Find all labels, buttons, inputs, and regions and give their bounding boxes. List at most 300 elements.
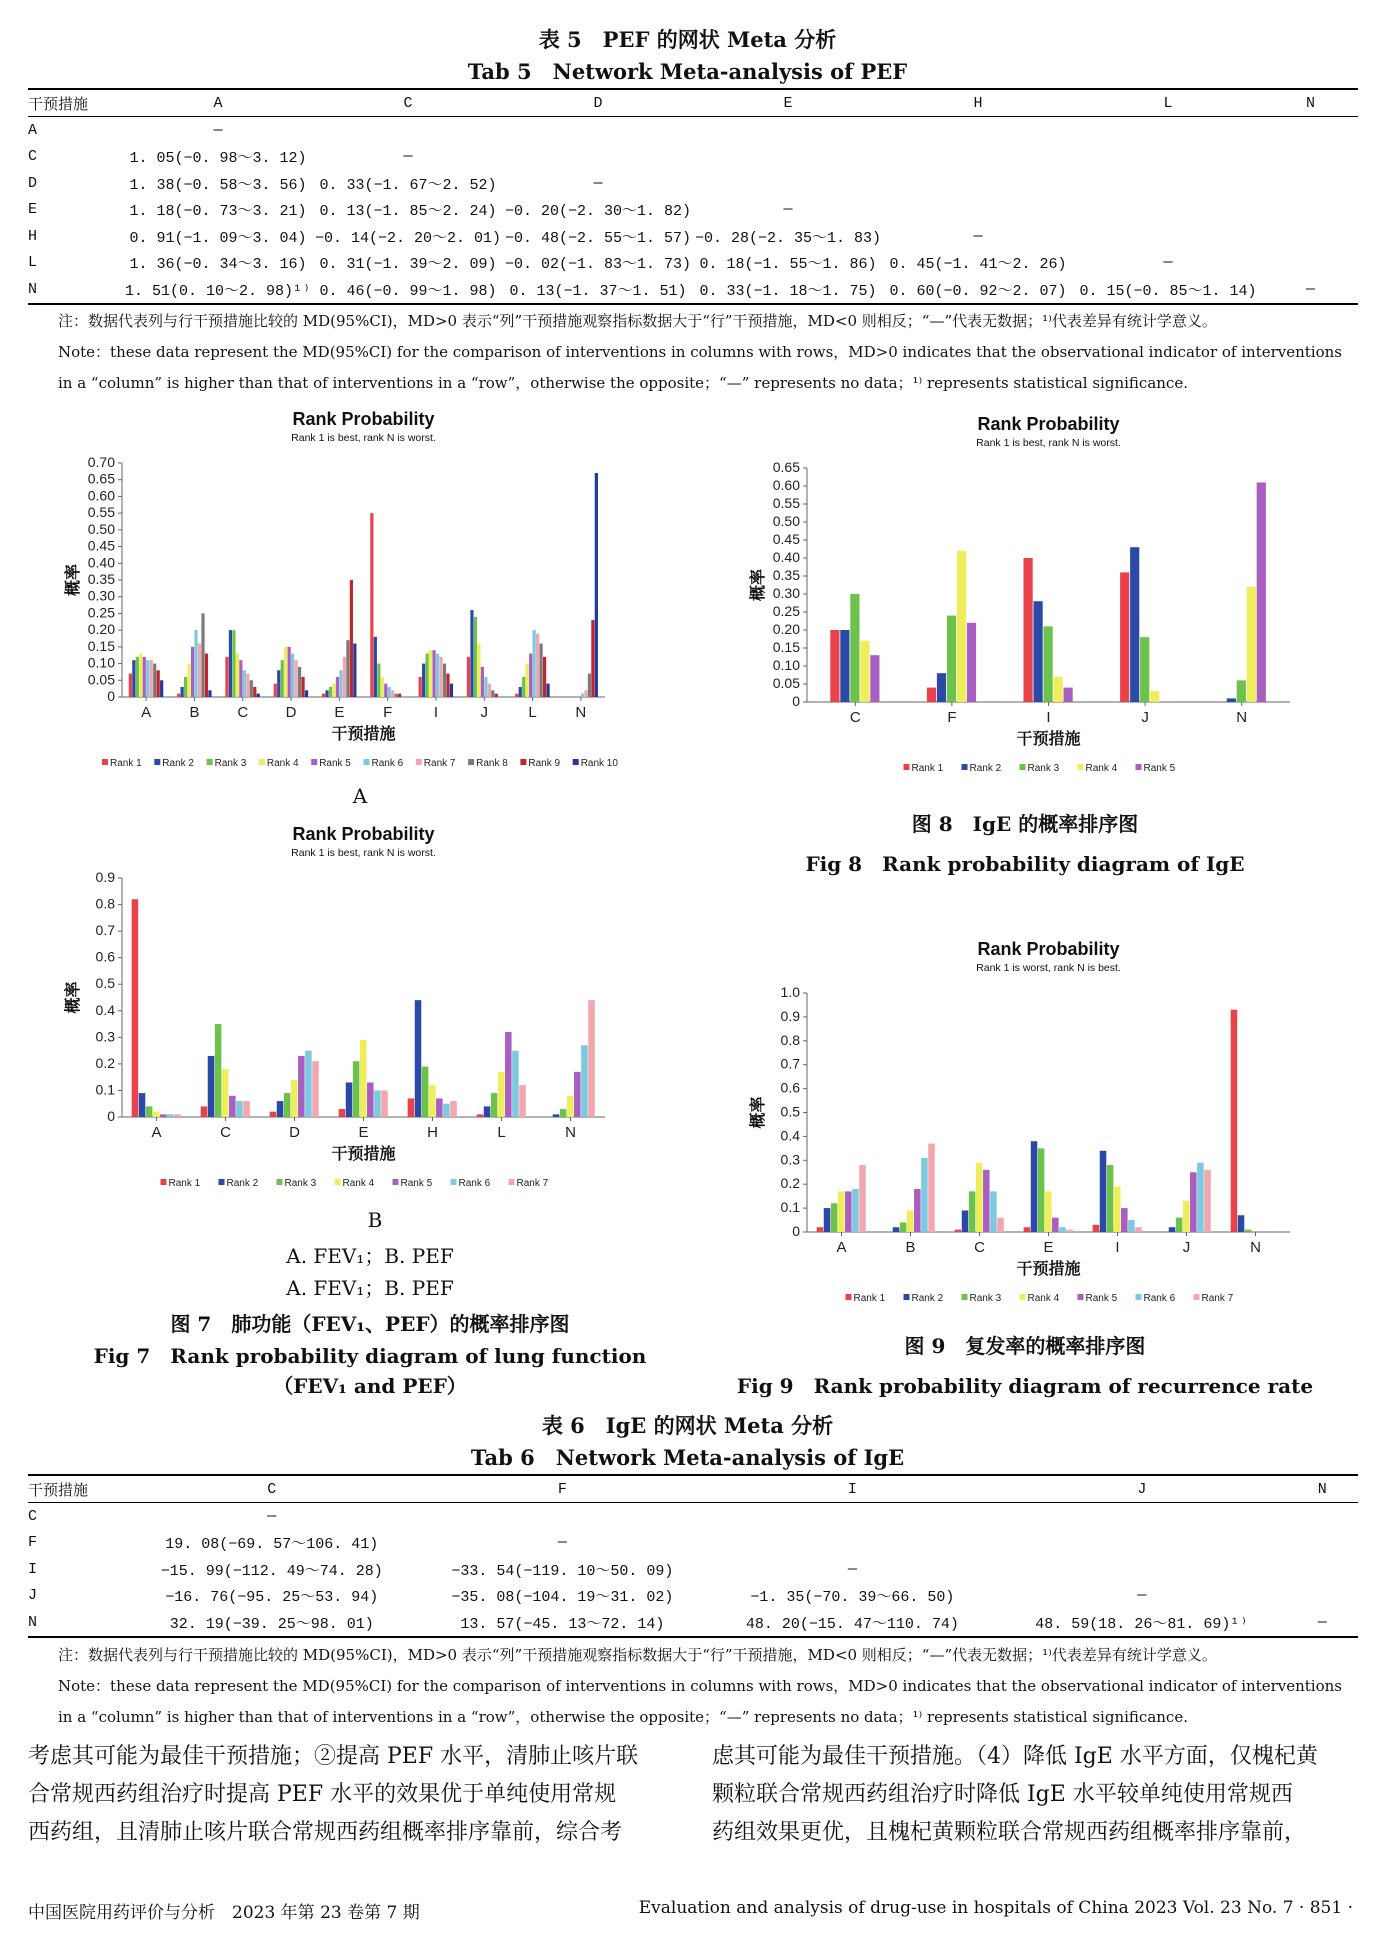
- y-tick-label: 0.6: [780, 1079, 800, 1096]
- y-tick-label: 0.30: [772, 585, 800, 601]
- bar-I-rank-10: [450, 684, 453, 697]
- bar-N-rank-5: [574, 1072, 581, 1117]
- x-tick-label: I: [1115, 1239, 1120, 1256]
- table-cell: 19. 08(−69. 57～106. 41): [165, 1536, 379, 1554]
- legend-swatch: [154, 759, 160, 765]
- table-cell: −0. 14(−2. 20～2. 01): [314, 229, 502, 247]
- legend-swatch: [846, 1294, 852, 1300]
- table-row: [28, 170, 1358, 197]
- y-tick-label: 0.10: [772, 657, 800, 673]
- legend-entry: Rank 1: [853, 1293, 886, 1304]
- bar-L-rank-5: [529, 654, 532, 697]
- table-cell: [1073, 197, 1263, 224]
- legend-entry: Rank 7: [516, 1178, 549, 1189]
- bar-I-rank-7: [1135, 1227, 1142, 1232]
- fig9-caption-en: Fig 9 Rank probability diagram of recurrence rate: [736, 1374, 1314, 1398]
- tab6-table: [28, 1474, 1358, 1638]
- table-cell: 0. 33(−1. 18～1. 75): [693, 276, 883, 304]
- bar-H-rank-2: [415, 1000, 422, 1117]
- bar-L-rank-5: [505, 1032, 512, 1117]
- bar-D-rank-3: [281, 660, 284, 697]
- legend-swatch: [364, 759, 370, 765]
- table-row: [28, 250, 1358, 277]
- bar-E-rank-6: [374, 1090, 381, 1117]
- bar-A-rank-3: [136, 657, 139, 697]
- bar-J-rank-6: [1197, 1163, 1204, 1232]
- bar-N-rank-8: [588, 674, 591, 697]
- table-cell: 0. 13(−1. 37～1. 51): [503, 276, 693, 304]
- x-tick-label: N: [1236, 709, 1248, 726]
- table-cell: −0. 28(−2. 35～1. 83): [694, 229, 882, 247]
- bar-F-rank-6: [388, 687, 391, 697]
- header-intervention: 干预措施: [28, 89, 123, 117]
- legend-entry: Rank 6: [1143, 1293, 1176, 1304]
- legend-entry: Rank 1: [911, 763, 944, 774]
- bar-B-rank-10: [208, 690, 211, 697]
- table-cell: —: [267, 1507, 277, 1525]
- y-tick-label: 1.0: [780, 984, 800, 1000]
- bar-D-rank-1: [274, 684, 277, 697]
- y-tick-label: 0.8: [780, 1031, 800, 1048]
- bar-C-rank-4: [236, 654, 239, 697]
- table-cell: —: [1137, 1587, 1147, 1605]
- bar-I-rank-9: [446, 674, 449, 697]
- fig7-subcaption-1: A. FEV₁；B. PEF: [286, 1244, 454, 1268]
- bar-A-rank-10: [160, 680, 163, 697]
- bar-D-rank-4: [284, 647, 287, 697]
- chart-title: Rank Probability: [977, 414, 1120, 434]
- table-cell: [1073, 170, 1263, 197]
- y-tick-label: 0.45: [772, 531, 800, 547]
- x-tick-label: H: [427, 1124, 438, 1141]
- y-tick-label: 0.05: [87, 671, 115, 688]
- bar-I-rank-3: [1044, 626, 1053, 702]
- bar-F-rank-7: [391, 690, 394, 697]
- bar-A-rank-8: [153, 664, 156, 697]
- bar-I-rank-3: [426, 654, 429, 697]
- table-row: [28, 1530, 1358, 1557]
- bar-D-rank-7: [312, 1061, 319, 1117]
- bar-A-rank-6: [167, 1114, 174, 1117]
- legend-entry: Rank 5: [400, 1178, 433, 1189]
- table-cell: [708, 1530, 997, 1557]
- legend-entry: Rank 9: [528, 758, 561, 769]
- row-label: N: [28, 1609, 127, 1637]
- bar-I-rank-4: [1054, 677, 1063, 702]
- table-row: [28, 276, 1358, 304]
- bar-C-rank-3: [232, 630, 235, 697]
- body-left-line: 西药组，且清肺止咳片联合常规西药组概率排序靠前，综合考: [28, 1820, 623, 1845]
- bar-N-rank-3: [1245, 1230, 1252, 1232]
- bar-A-rank-1: [817, 1227, 824, 1232]
- bar-E-rank-5: [367, 1082, 374, 1117]
- bar-C-rank-6: [990, 1191, 997, 1232]
- bar-A-rank-4: [153, 1112, 160, 1117]
- table-cell: 1. 05(−0. 98～3. 12): [129, 150, 307, 168]
- table-cell: [997, 1556, 1286, 1583]
- table-cell: [693, 117, 883, 144]
- bar-J-rank-2: [1130, 547, 1139, 702]
- bar-E-rank-9: [350, 580, 353, 697]
- legend-entry: Rank 6: [371, 758, 404, 769]
- row-label: E: [28, 201, 38, 219]
- legend-swatch: [1078, 1294, 1084, 1300]
- bar-F-rank-1: [370, 513, 373, 697]
- bar-N-rank-9: [591, 620, 594, 697]
- row-label: J: [28, 1587, 38, 1605]
- bar-L-rank-3: [491, 1093, 498, 1117]
- table-cell: 48. 20(−15. 47～110. 74): [708, 1609, 997, 1637]
- bar-L-rank-8: [540, 644, 543, 697]
- tab5-title-en: Tab 5 Network Meta-analysis of PEF: [467, 59, 908, 84]
- bar-N-rank-2: [1227, 698, 1236, 702]
- y-tick-label: 0.6: [95, 948, 115, 965]
- header-C: C: [127, 1475, 418, 1503]
- bar-N-rank-10: [595, 473, 598, 697]
- bar-I-rank-5: [1064, 688, 1073, 702]
- bar-N-rank-4: [567, 1096, 574, 1117]
- bar-J-rank-4: [1150, 691, 1159, 702]
- bar-A-rank-2: [139, 1093, 146, 1117]
- x-tick-label: E: [334, 704, 345, 721]
- y-tick-label: 0.25: [772, 603, 800, 619]
- bar-C-rank-4: [222, 1069, 229, 1117]
- bar-B-rank-3: [900, 1222, 907, 1232]
- legend-entry: Rank 1: [168, 1178, 201, 1189]
- table-row: [28, 1609, 1358, 1637]
- table-cell: [997, 1503, 1286, 1530]
- bar-N-rank-6: [581, 1045, 588, 1117]
- y-tick-label: 0.70: [87, 454, 115, 470]
- x-tick-label: J: [1182, 1239, 1191, 1256]
- table-cell: [708, 1503, 997, 1530]
- bar-A-rank-3: [146, 1106, 153, 1117]
- table-cell: [883, 170, 1073, 197]
- bar-E-rank-7: [343, 657, 346, 697]
- tab6-note: [28, 1640, 1358, 1733]
- y-tick-label: 0.9: [95, 869, 115, 885]
- bar-I-rank-6: [436, 654, 439, 697]
- bar-C-rank-5: [239, 660, 242, 697]
- tab5-note-cn: 注：数据代表列与行干预措施比较的 MD(95%CI)，MD>0 表示“列”干预措施观察指标数据大于“行”干预措施，MD<0 则相反；“—”代表无数据；¹⁾代表差异有统计学意义。: [58, 312, 1217, 330]
- chart-subtitle: Rank 1 is best, rank N is worst.: [291, 432, 436, 444]
- legend-swatch: [102, 759, 108, 765]
- bar-C-rank-1: [830, 630, 839, 702]
- table-cell: [883, 117, 1073, 144]
- table-row: [28, 144, 1358, 171]
- bar-J-rank-7: [488, 684, 491, 697]
- fig7a-chart: [60, 405, 620, 785]
- legend-swatch: [509, 1179, 515, 1185]
- x-tick-label: N: [575, 704, 587, 721]
- x-tick-label: E: [358, 1124, 369, 1141]
- bar-E-rank-5: [1052, 1218, 1059, 1232]
- table-cell: —: [1263, 276, 1358, 304]
- bar-E-rank-1: [322, 694, 325, 697]
- header-J: J: [997, 1475, 1286, 1503]
- bar-I-rank-2: [1100, 1151, 1107, 1232]
- table-cell: 1. 36(−0. 34～3. 16): [129, 256, 307, 274]
- bar-B-rank-6: [921, 1158, 928, 1232]
- bar-B-rank-1: [177, 694, 180, 697]
- legend-swatch: [962, 764, 968, 770]
- y-tick-label: 0.9: [780, 1007, 800, 1024]
- bar-C-rank-6: [236, 1101, 243, 1117]
- table-cell: —: [973, 227, 983, 245]
- header-E: E: [693, 89, 883, 117]
- y-tick-label: 0.50: [87, 520, 115, 537]
- bar-N-rank-4: [1247, 587, 1256, 702]
- table-cell: [503, 144, 693, 171]
- y-tick-label: 0.40: [772, 549, 800, 565]
- bar-A-rank-1: [129, 674, 132, 697]
- bar-J-rank-4: [477, 644, 480, 697]
- footer-journal-cn: 中国医院用药评价与分析 2023 年第 23 卷第 7 期: [28, 1903, 420, 1923]
- table-cell: —: [847, 1560, 857, 1578]
- bar-I-rank-3: [1107, 1165, 1114, 1232]
- body-right-line: 药组效果更优，且槐杞黄颗粒联合常规西药组概率排序靠前，: [712, 1820, 1307, 1845]
- bar-J-rank-5: [481, 667, 484, 697]
- legend-swatch: [904, 764, 910, 770]
- bar-N-rank-3: [1237, 680, 1246, 702]
- table-cell: [1287, 1530, 1358, 1557]
- chart-subtitle: Rank 1 is best, rank N is worst.: [291, 847, 436, 859]
- chart-title: Rank Probability: [977, 939, 1120, 959]
- legend-entry: Rank 2: [911, 1293, 944, 1304]
- bar-B-rank-5: [914, 1189, 921, 1232]
- bar-C-rank-6: [243, 670, 246, 697]
- y-tick-label: 0.20: [772, 621, 800, 637]
- table-cell: [1263, 223, 1358, 250]
- x-tick-label: A: [836, 1239, 847, 1256]
- x-tick-label: I: [433, 704, 439, 721]
- bar-C-rank-4: [976, 1163, 983, 1232]
- bar-D-rank-5: [288, 647, 291, 697]
- row-label: F: [28, 1534, 38, 1552]
- table-cell: —: [593, 174, 603, 192]
- bar-A-rank-2: [132, 660, 135, 697]
- bar-C-rank-9: [253, 687, 256, 697]
- bar-C-rank-3: [969, 1191, 976, 1232]
- bar-B-rank-4: [907, 1210, 914, 1232]
- body-right-line: 颗粒联合常规西药组治疗时降低 IgE 水平较单纯使用常规西: [712, 1782, 1293, 1807]
- table-cell: 1. 51(0. 10～2. 98)¹⁾: [123, 276, 313, 304]
- legend: [161, 1178, 549, 1189]
- legend-swatch: [1020, 764, 1026, 770]
- header-intervention: 干预措施: [28, 1475, 127, 1503]
- bar-B-rank-4: [187, 664, 190, 697]
- fig7-subcaption-2: A. FEV₁；B. PEF: [286, 1276, 454, 1300]
- legend-entry: Rank 1: [110, 758, 142, 769]
- bar-F-rank-3: [947, 616, 956, 702]
- row-label: N: [28, 276, 123, 304]
- legend-entry: Rank 2: [162, 758, 194, 769]
- table-cell: −15. 99(−112. 49～74. 28): [160, 1562, 383, 1580]
- bar-N-rank-7: [588, 1000, 595, 1117]
- y-tick-label: 0.7: [780, 1055, 800, 1072]
- bar-L-rank-2: [519, 687, 522, 697]
- bar-B-rank-8: [201, 613, 204, 697]
- y-tick-label: 0: [107, 1108, 115, 1124]
- bar-J-rank-5: [1190, 1172, 1197, 1232]
- x-tick-label: N: [565, 1124, 576, 1141]
- y-tick-label: 0.4: [780, 1127, 800, 1144]
- x-tick-label: C: [237, 704, 249, 721]
- bar-A-rank-5: [160, 1114, 167, 1117]
- bar-I-rank-6: [1128, 1220, 1135, 1232]
- bar-A-rank-4: [838, 1191, 845, 1232]
- tab6-title-cn: 表 6 IgE 的网状 Meta 分析: [541, 1413, 834, 1438]
- table-cell: [1073, 223, 1263, 250]
- row-label: I: [28, 1560, 38, 1578]
- table-row: [28, 1556, 1358, 1583]
- bar-A-rank-6: [146, 660, 149, 697]
- bar-J-rank-2: [1169, 1227, 1176, 1232]
- y-tick-label: 0: [107, 688, 115, 704]
- bar-D-rank-10: [305, 690, 308, 697]
- x-tick-label: B: [189, 704, 200, 721]
- legend-swatch: [468, 759, 474, 765]
- table-cell: [693, 170, 883, 197]
- bar-I-rank-8: [443, 664, 446, 697]
- table-cell: [883, 144, 1073, 171]
- y-axis-label: 概率: [65, 563, 82, 597]
- bar-J-rank-6: [484, 677, 487, 697]
- bar-C-rank-5: [870, 655, 879, 702]
- legend-entry: Rank 5: [1085, 1293, 1118, 1304]
- bar-A-rank-3: [831, 1203, 838, 1232]
- bar-N-rank-6: [581, 694, 584, 697]
- bar-C-rank-5: [983, 1170, 990, 1232]
- bar-J-rank-8: [491, 690, 494, 697]
- y-tick-label: 0.2: [95, 1054, 115, 1071]
- table-cell: [1073, 144, 1263, 171]
- bar-A-rank-2: [824, 1208, 831, 1232]
- bar-H-rank-3: [422, 1067, 429, 1117]
- bar-C-rank-3: [215, 1024, 222, 1117]
- bar-E-rank-4: [360, 1040, 367, 1117]
- table-row: [28, 1583, 1358, 1610]
- bar-H-rank-4: [429, 1085, 436, 1117]
- header-D: D: [503, 89, 693, 117]
- row-label: D: [28, 174, 38, 192]
- table-cell: 32. 19(−39. 25～98. 01): [127, 1609, 418, 1637]
- table-cell: 0. 18(−1. 55～1. 86): [699, 256, 877, 274]
- x-axis-label: 干预措施: [331, 726, 396, 743]
- bar-C-rank-1: [955, 1230, 962, 1232]
- bar-E-rank-1: [339, 1109, 346, 1117]
- bar-N-rank-1: [1231, 1010, 1238, 1232]
- bar-C-rank-7: [246, 674, 249, 697]
- table-cell: —: [1163, 254, 1173, 272]
- bar-L-rank-6: [533, 630, 536, 697]
- bar-C-rank-2: [208, 1056, 215, 1117]
- chart-subtitle: Rank 1 is worst, rank N is best.: [976, 962, 1121, 974]
- chart-title: Rank Probability: [292, 409, 435, 429]
- x-tick-label: B: [905, 1239, 916, 1256]
- legend-swatch: [335, 1179, 341, 1185]
- bar-E-rank-7: [381, 1090, 388, 1117]
- bar-J-rank-1: [1120, 572, 1129, 702]
- bar-D-rank-2: [277, 670, 280, 697]
- body-right-line: 虑其可能为最佳干预措施。（4）降低 IgE 水平方面，仅槐杞黄: [712, 1744, 1318, 1769]
- y-tick-label: 0.1: [95, 1081, 115, 1098]
- table-cell: [1263, 250, 1358, 277]
- legend-entry: Rank 4: [1027, 1293, 1060, 1304]
- tab6-note-en: Note：these data represent the MD(95%CI) for the comparison of interventions in columns with rows，MD>0 indicates that the observational indicator of interventions in a “column” is higher than that of interventions in a “row”，otherwise the opposite；“—” represents no data；¹⁾ represents statistical significance.: [58, 1677, 1342, 1726]
- bar-B-rank-5: [191, 647, 194, 697]
- fig7b-label: B: [367, 1208, 383, 1232]
- legend-entry: Rank 6: [458, 1178, 491, 1189]
- y-tick-label: 0.55: [87, 504, 115, 521]
- tab5-note: [28, 306, 1358, 399]
- table-cell: [883, 197, 1073, 224]
- bar-C-rank-2: [840, 630, 849, 702]
- bar-A-rank-4: [139, 654, 142, 697]
- bar-L-rank-7: [536, 633, 539, 697]
- bar-I-rank-2: [422, 664, 425, 697]
- body-right: [712, 1738, 1362, 1852]
- bar-B-rank-7: [198, 644, 201, 697]
- y-tick-label: 0.60: [87, 487, 115, 504]
- y-axis-label: 概率: [750, 568, 767, 602]
- y-tick-label: 0.40: [87, 554, 115, 571]
- legend-entry: Rank 5: [319, 758, 351, 769]
- x-tick-label: D: [289, 1124, 300, 1141]
- table-cell: −16. 76(−95. 25～53. 94): [165, 1589, 379, 1607]
- table-cell: 0. 15(−0. 85～1. 14): [1073, 276, 1263, 304]
- fig9-chart: [745, 935, 1305, 1320]
- header-F: F: [417, 1475, 708, 1503]
- bar-A-rank-5: [143, 657, 146, 697]
- x-axis-label: 干预措施: [1016, 731, 1081, 748]
- legend-swatch: [219, 1179, 225, 1185]
- table-cell: −35. 08(−104. 19～31. 02): [451, 1589, 674, 1607]
- legend-swatch: [962, 1294, 968, 1300]
- table-cell: —: [1287, 1609, 1358, 1637]
- y-tick-label: 0.35: [772, 567, 800, 583]
- bar-E-rank-7: [1066, 1230, 1073, 1232]
- bar-D-rank-6: [291, 654, 294, 697]
- bar-E-rank-4: [1045, 1191, 1052, 1232]
- bar-H-rank-7: [450, 1101, 457, 1117]
- bar-I-rank-5: [1121, 1208, 1128, 1232]
- legend-swatch: [207, 759, 213, 765]
- legend: [102, 758, 618, 769]
- y-tick-label: 0.4: [95, 1001, 115, 1018]
- x-tick-label: F: [947, 709, 957, 726]
- tab6-note-cn: 注：数据代表列与行干预措施比较的 MD(95%CI)，MD>0 表示“列”干预措施观察指标数据大于“行”干预措施，MD<0 则相反；“—”代表无数据；¹⁾代表差异有统计学意义。: [58, 1646, 1217, 1664]
- bar-N-rank-2: [1238, 1215, 1245, 1232]
- table-cell: [503, 117, 693, 144]
- legend-swatch: [393, 1179, 399, 1185]
- y-tick-label: 0.8: [95, 895, 115, 912]
- row-label: C: [28, 148, 38, 166]
- bar-A-rank-7: [174, 1114, 181, 1117]
- bar-A-rank-9: [157, 670, 160, 697]
- table-cell: [1263, 170, 1358, 197]
- x-axis-label: 干预措施: [331, 1146, 396, 1163]
- bar-J-rank-9: [495, 694, 498, 697]
- bar-I-rank-2: [1034, 601, 1043, 702]
- y-tick-label: 0.65: [87, 470, 115, 487]
- bar-L-rank-7: [519, 1085, 526, 1117]
- fig7-caption-cn: 图 7 肺功能（FEV₁、PEF）的概率排序图: [170, 1312, 570, 1336]
- bar-B-rank-6: [194, 630, 197, 697]
- legend-entry: Rank 8: [476, 758, 508, 769]
- y-tick-label: 0.45: [87, 537, 115, 554]
- bar-I-rank-7: [439, 657, 442, 697]
